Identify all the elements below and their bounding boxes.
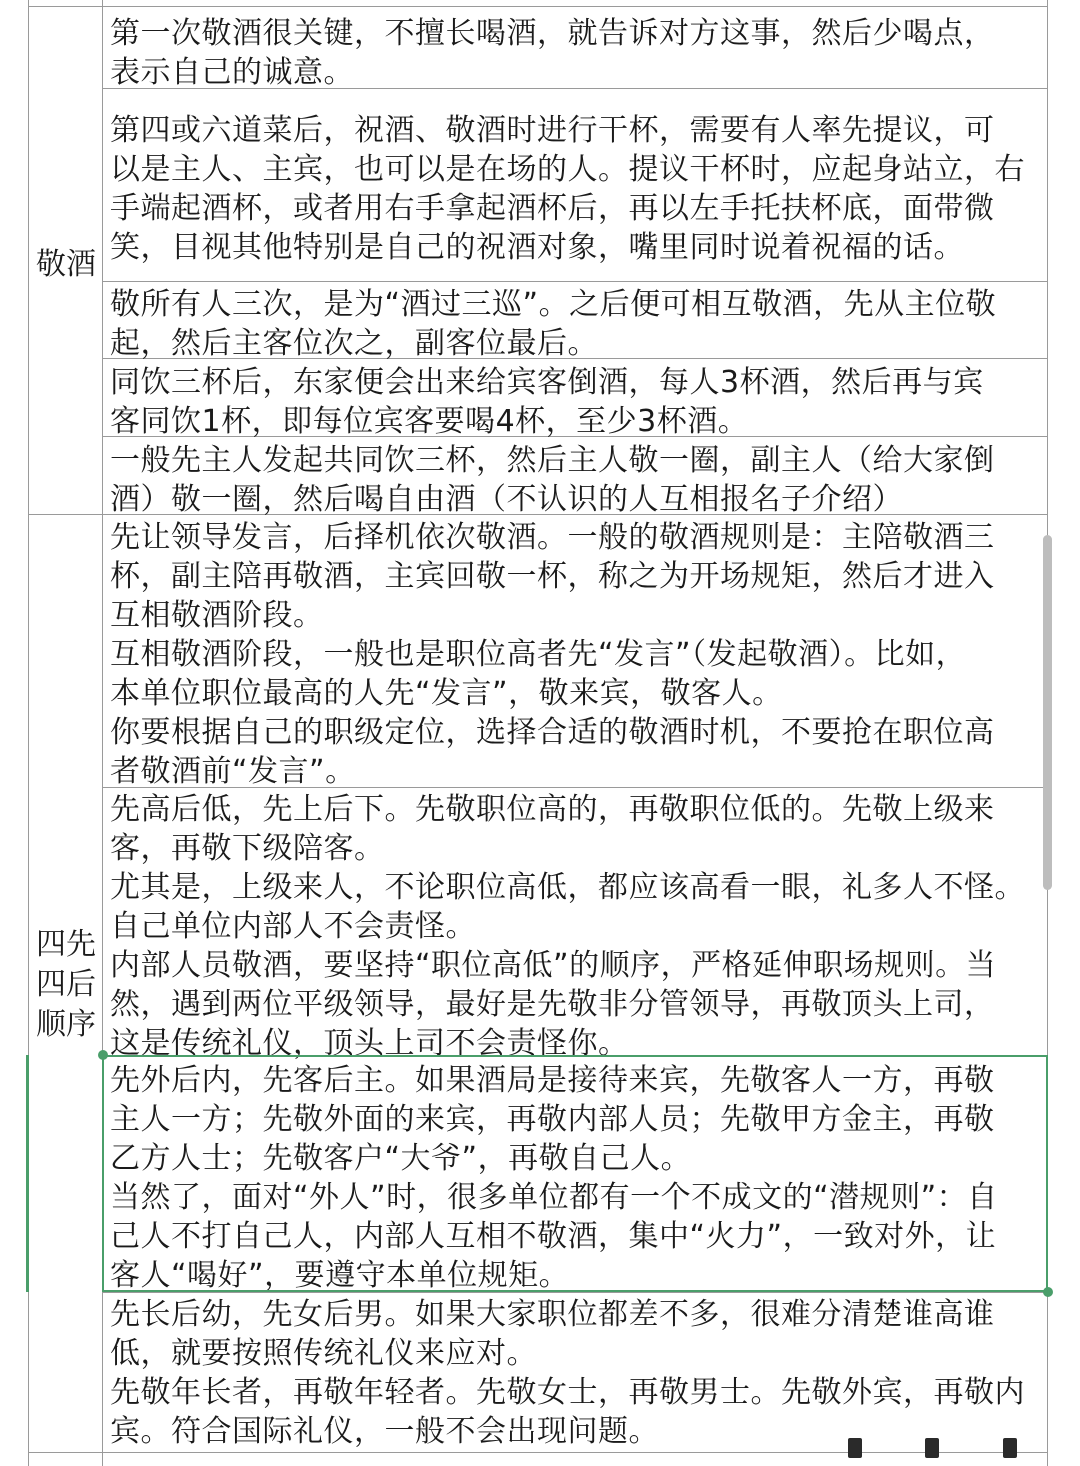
table-row[interactable]: 先高后低，先上后下。先敬职位高的，再敬职位低的。先敬上级来 客，再敬下级陪客。 尤其是，上级来人，不论职位高低，都应该高看一眼，礼多人不怪。 自己单位内部人不会责怪。 内部人员敬酒，要坚持“职位高低”的顺序，严格延伸职场规则。当 然，遇到两位平级领导，最好是先敬非分管领导，再敬顶头上司， 这是传统礼仪，顶头上司不会责怪你。 [110,792,1025,1061]
table-row[interactable]: 先长后幼，先女后男。如果大家职位都差不多，很难分清楚谁高谁 低，就要按照传统礼仪来应对。 先敬年长者，再敬年轻者。先敬女士，再敬男士。先敬外宾，再敬内 宾。符合国际礼仪，一般不会出现问题。 [110,1297,1025,1449]
selection-handle-top[interactable] [98,1050,108,1060]
selection-handle-bottom[interactable] [1043,1287,1053,1297]
table-row[interactable]: 一般先主人发起共同饮三杯，然后主人敬一圈，副主人（给大家倒 酒）敬一圈，然后喝自由酒（不认识的人互相报名子介绍） [110,443,995,517]
category-cell-order[interactable]: 四先 四后 顺序 [36,927,96,1042]
page-marker-icon [925,1438,939,1458]
page-marker-icon [1003,1438,1017,1458]
page-marker-icon [848,1438,862,1458]
table-row[interactable]: 第四或六道菜后，祝酒、敬酒时进行干杯，需要有人率先提议，可 以是主人、主宾，也可以是在场的人。提议干杯时，应起身站立，右 手端起酒杯，或者用右手拿起酒杯后，再以左手托扶杯底，面带微 笑，目视其他特别是自己的祝酒对象，嘴里同时说着祝福的话。 [110,113,1025,265]
grid-line [102,281,1048,282]
grid-line [28,1452,1048,1453]
selection-row-marker [26,1055,29,1292]
table-row[interactable]: 先外后内，先客后主。如果酒局是接待来宾，先敬客人一方，再敬 主人一方；先敬外面的来宾，再敬内部人员；先敬甲方金主，再敬 乙方人士；先敬客户“大爷”，再敬自己人。 当然了，面对“外人”时，很多单位都有一个不成文的“潜规则”：自 己人不打自己人，内部人互相不敬酒，集中“火力”，一致对外，让 客人“喝好”，要遵守本单位规矩。 [110,1063,998,1293]
category-cell-toast[interactable]: 敬酒 [36,247,96,282]
table-row[interactable]: 同饮三杯后，东家便会出来给宾客倒酒，每人3杯酒，然后再与宾 客同饮1杯，即每位宾客要喝4杯，至少3杯酒。 [110,365,984,439]
table-row[interactable]: 先让领导发言，后择机依次敬酒。一般的敬酒规则是：主陪敬酒三 杯，副主陪再敬酒，主宾回敬一杯，称之为开场规矩，然后才进入 互相敬酒阶段。 互相敬酒阶段，一般也是职位高者先“发言”（发起敬酒）。比如， 本单位职位最高的人先“发言”，敬来宾，敬客人。 你要根据自己的职级定位，选择合适的敬酒时机，不要抢在职位高 者敬酒前“发言”。 [110,520,995,789]
table-row[interactable]: 第一次敬酒很关键，不擅长喝酒，就告诉对方这事，然后少喝点， 表示自己的诚意。 [110,16,995,90]
cell-selection [102,1055,1048,1292]
table-row[interactable]: 敬所有人三次，是为“酒过三巡”。之后便可相互敬酒，先从主位敬 起，然后主客位次之，副客位最后。 [110,287,997,361]
vertical-scrollbar[interactable] [1043,535,1052,890]
grid-line [28,6,1048,7]
